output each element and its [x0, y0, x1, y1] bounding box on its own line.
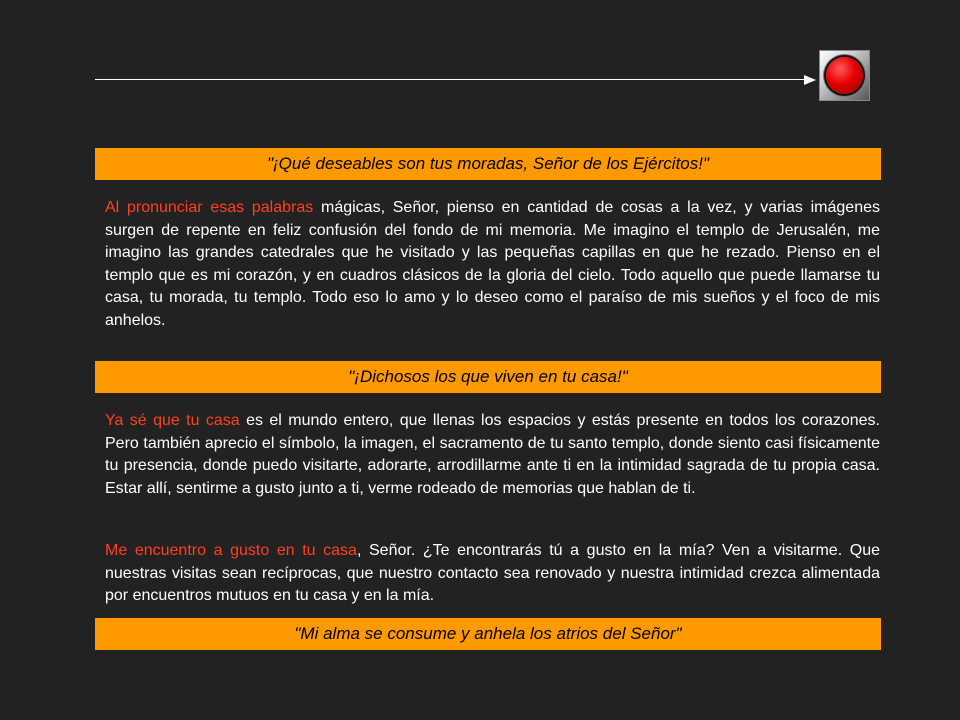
paragraph-3: [105, 540, 880, 608]
paragraph-2-lead: Ya sé que tu casa: [105, 412, 240, 429]
section-title-1: "¡Qué deseables son tus moradas, Señor de los Ejércitos!": [95, 148, 881, 180]
paragraph-3-lead: Me encuentro a gusto en tu casa: [105, 542, 357, 559]
paragraph-2-text: es el mundo entero, que llenas los espacios y estás presente en todos los corazones. Pero también aprecio el símbolo, la imagen, el sacramento de tu santo templo, donde siento casi físicamente tu presencia, donde puedo visitarte, adorarte, arrodillarme ante ti en la intimidad sagrada de tu propia casa. Estar allí, sentirme a gusto junto a ti, verme rodeado de memorias que hablan de ti.: [105, 412, 880, 497]
record-button[interactable]: [819, 50, 870, 101]
paragraph-2: [105, 410, 880, 500]
arrow-head-icon: [804, 75, 816, 85]
section-title-2: "¡Dichosos los que viven en tu casa!": [95, 361, 881, 393]
paragraph-3-text: , Señor. ¿Te encontrarás tú a gusto en la mía? Ven a visitarme. Que nuestras visitas sean recíprocas, que nuestro contacto sea renovado y nuestra intimidad crezca alimentada por encuentros mutuos en tu casa y en la mía.: [105, 542, 880, 604]
red-record-icon: [826, 57, 863, 94]
paragraph-1: [105, 197, 880, 332]
paragraph-1-text: mágicas, Señor, pienso en cantidad de cosas a la vez, y varias imágenes surgen de repente en feliz confusión del fondo de mi memoria. Me imagino el templo de Jerusalén, me imagino las grandes catedrales que he visitado y las pequeñas capillas en que he rezado. Pienso en el templo que es mi corazón, y en cuadros clásicos de la gloria del cielo. Todo aquello que puede llamarse tu casa, tu morada, tu templo. Todo eso lo amo y lo deseo como el paraíso de mis sueños y el foco de mis anhelos.: [105, 199, 880, 329]
section-title-3: "Mi alma se consume y anhela los atrios del Señor": [95, 618, 881, 650]
progress-arrow-line: [95, 79, 807, 80]
paragraph-1-lead: Al pronunciar esas palabras: [105, 199, 314, 216]
